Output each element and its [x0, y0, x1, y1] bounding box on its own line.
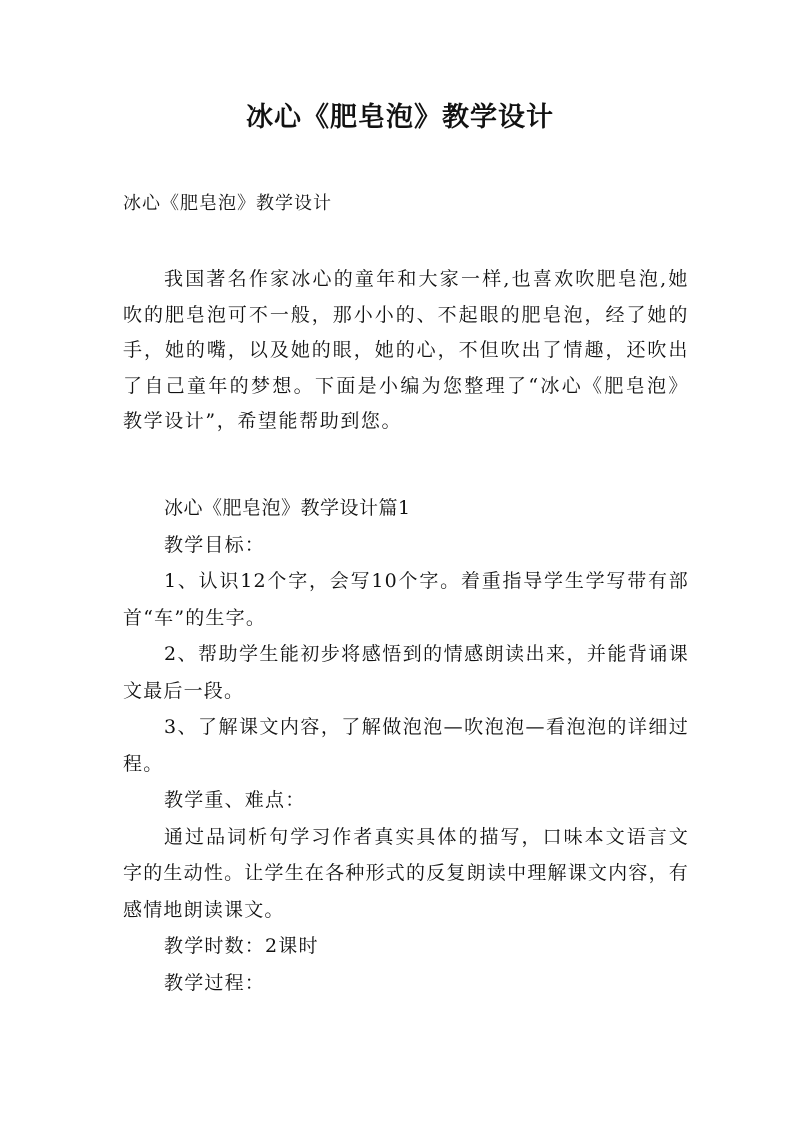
objective-item-3: 3、了解课文内容，了解做泡泡—吹泡泡—看泡泡的详细过程。 [123, 716, 689, 775]
objective-item-2: 2、帮助学生能初步将感悟到的情感朗读出来，并能背诵课文最后一段。 [123, 643, 689, 702]
objective-item-1: 1、认识12个字，会写10个字。着重指导学生学写带有部首“车”的生字。 [123, 570, 689, 629]
section-heading: 冰心《肥皂泡》教学设计篇1 [164, 497, 411, 519]
key-points-text: 通过品词析句学习作者真实具体的描写，口味本文语言文字的生动性。让学生在各种形式的反复朗读中理解课文内容，有感情地朗读课文。 [123, 825, 689, 921]
document-title: 冰心《肥皂泡》教学设计 [246, 102, 554, 133]
label-process: 教学过程： [164, 971, 266, 994]
intro-paragraph: 我国著名作家冰心的童年和大家一样,也喜欢吹肥皂泡,她吹的肥皂泡可不一般，那小小的、不起眼的肥皂泡，经了她的手，她的嘴，以及她的眼，她的心，不但吹出了情趣，还吹出了自己童年的梦想。下面是小编为您整理了“冰心《肥皂泡》教学设计”，希望能帮助到您。 [123, 268, 689, 432]
label-class-hours: 教学时数：2课时 [164, 935, 319, 957]
label-objectives: 教学目标： [164, 533, 266, 556]
document-body [123, 490, 689, 1001]
document-subtitle: 冰心《肥皂泡》教学设计 [123, 193, 332, 214]
label-key-points: 教学重、难点： [164, 789, 306, 811]
